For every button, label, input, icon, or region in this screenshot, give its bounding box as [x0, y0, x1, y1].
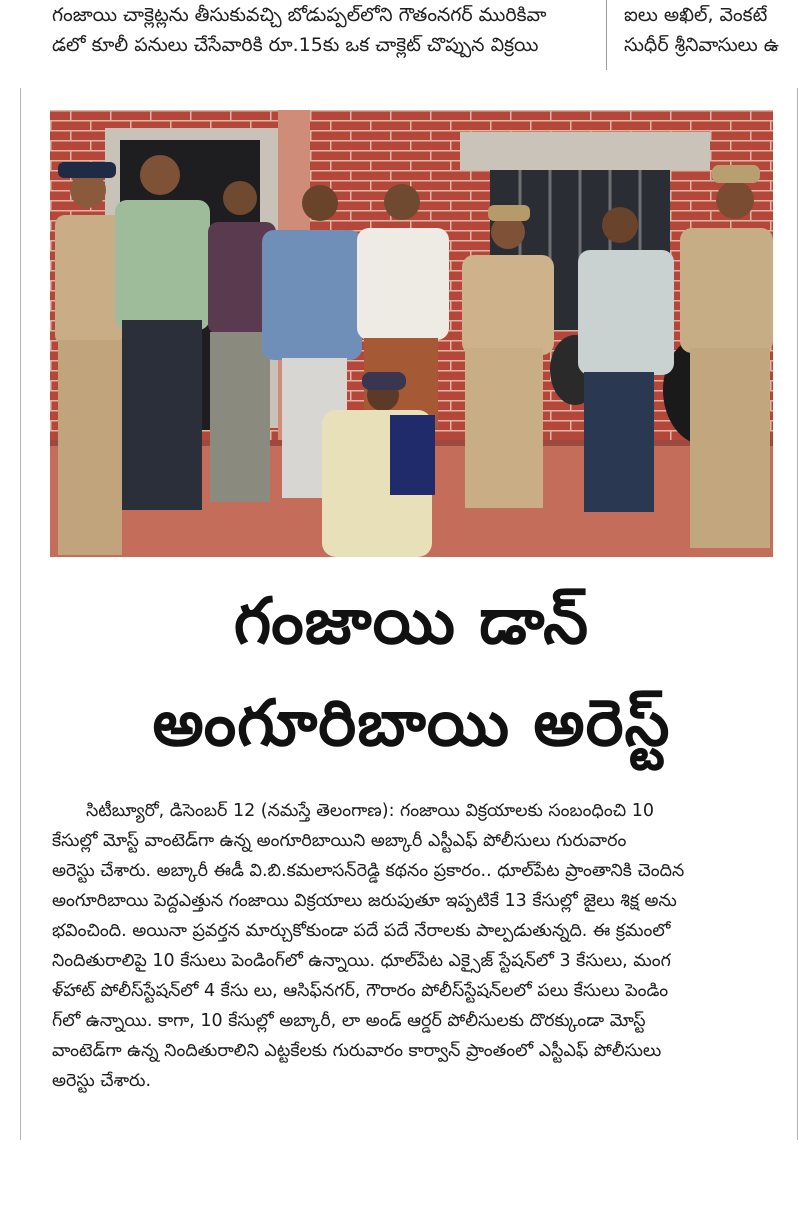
article-body: [52, 796, 774, 1096]
column-divider: [606, 0, 607, 70]
article-line: గ్‌లో ఉన్నాయి. కాగా, 10 కేసుల్లో అబ్కారీ, లా అండ్ ఆర్డర్ పోలీసులకు దొరక్కుండా మోస్ట్: [52, 1011, 646, 1031]
previous-article-left-column: [52, 0, 597, 60]
article-line: సిటీబ్యూరో, డిసెంబర్ 12 (నమస్తే తెలంగాణ): గంజాయి విక్రయాలకు సంబంధించి 10: [86, 801, 654, 821]
previous-article-line: ఐలు అఖిల్, వెంకటే: [624, 4, 768, 26]
article-line: కేసుల్లో మోస్ట్ వాంటెడ్‌గా ఉన్న అంగూరిబాయిని అబ్కారీ ఎస్టీఎఫ్ పోలీసులు గురువారం: [52, 831, 627, 851]
news-photo: [50, 110, 773, 557]
article-line: నిందితురాలిపై 10 కేసులు పెండింగ్‌లో ఉన్నాయి. ధూల్‌పేట ఎక్సైజ్ స్టేషన్‌లో 3 కేసులు, మంగ: [52, 951, 671, 971]
article-line: భవించింది. అయినా ప్రవర్తన మార్చుకోకుండా పదే పదే నేరాలకు పాల్పడుతున్నది. ఈ క్రమంలో: [52, 921, 671, 941]
right-column-rule: [797, 88, 798, 1140]
article-line: అరెస్టు చేశారు.: [52, 1071, 152, 1091]
previous-article-line: గంజాయి చాక్లెట్లను తీసుకువచ్చి బోడుప్పల్‌లోని గౌతంనగర్ మురికివా: [52, 4, 547, 26]
headline-line-1: గంజాయి డాన్: [233, 585, 590, 659]
article-line: ళ్‌హాట్ పోలీస్‌స్టేషన్‌లో 4 కేసు లు, ఆసిఫ్‌నగర్, గౌరారం పోలీస్‌స్టేషన్‌లలో పలు కేసులు పెండిం: [52, 981, 669, 1001]
person-officer-1: [55, 162, 123, 555]
previous-article-line: డలో కూలీ పనులు చేసేవారికి రూ.15కు ఒక చాక్లెట్ చొప్పున విక్రయి: [52, 34, 539, 56]
headline-line-2: అంగూరిబాయి అరెస్ట్: [152, 687, 671, 761]
left-column-rule: [20, 88, 21, 1140]
article-line: అంగూరిబాయి పెద్దఎత్తున గంజాయి విక్రయాలు జరుపుతూ ఇప్పటికే 13 కేసుల్లో జైలు శిక్ష అను: [52, 891, 677, 911]
window-sunshade: [460, 132, 710, 170]
previous-article-right-column: [624, 0, 800, 60]
previous-article-line: సుధీర్ శ్రీనివాసులు ఉ: [624, 34, 779, 56]
person-2: [115, 155, 210, 510]
article-line: వాంటెడ్‌గా ఉన్న నిందితురాలిని ఎట్టకేలకు గురువారం కార్వాన్ ప్రాంతంలో ఎస్టీఎఫ్ పోలీసులు: [52, 1041, 662, 1061]
article-line: అరెస్టు చేశారు. అబ్కారీ ఈడీ వి.బి.కమలాసన్‌రెడ్డి కథనం ప్రకారం.. ధూల్‌పేట ప్రాంతానికి చెందిన: [52, 861, 685, 881]
